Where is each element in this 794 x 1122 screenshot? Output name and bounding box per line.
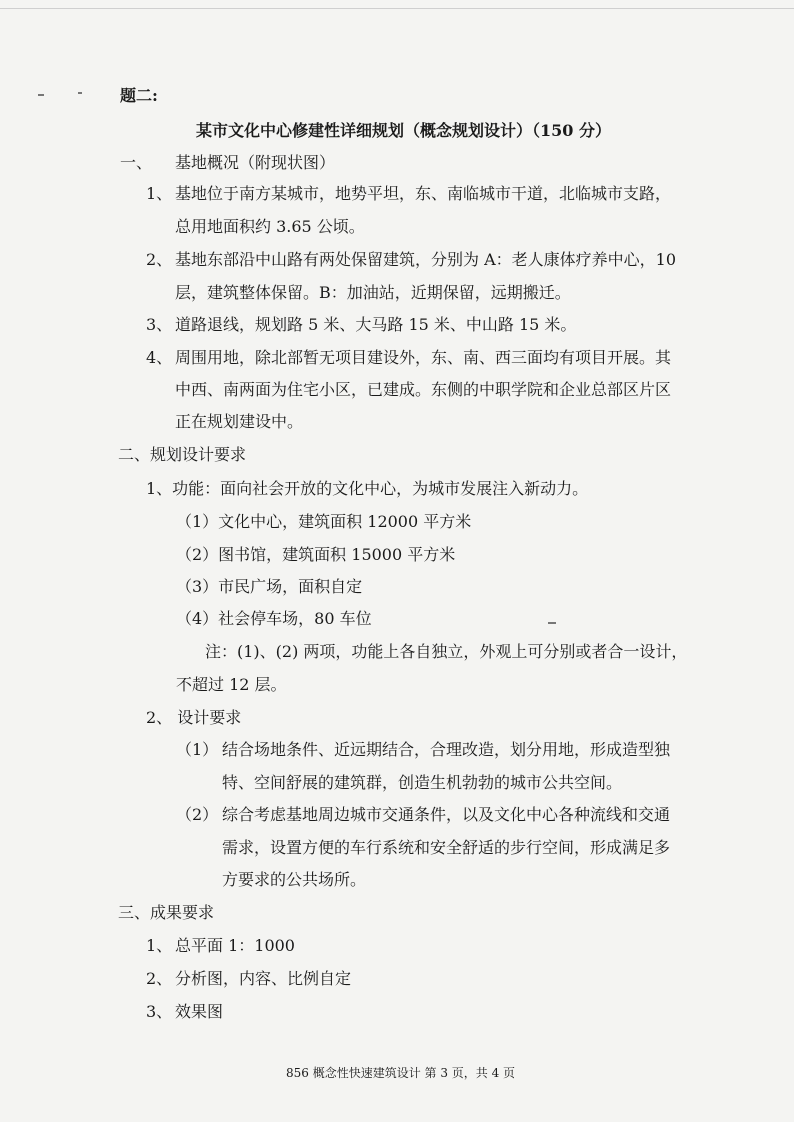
site-item-number: 2、 bbox=[146, 250, 173, 269]
site-item-line: 总用地面积约 3.65 公顷。 bbox=[175, 217, 365, 236]
site-item-line: 基地东部沿中山路有两处保留建筑，分别为 A：老人康体疗养中心，10 bbox=[175, 250, 677, 269]
design-item-line: 方要求的公共场所。 bbox=[222, 870, 367, 889]
function-item: （2）图书馆，建筑面积 15000 平方米 bbox=[176, 545, 456, 564]
site-item-line: 基地位于南方某城市，地势平坦，东、南临城市干道，北临城市支路， bbox=[175, 184, 672, 203]
scan-speck bbox=[78, 92, 82, 94]
scan-top-line bbox=[0, 8, 794, 9]
deliverable-number: 2、 bbox=[146, 969, 173, 988]
section-site-number: 一、 bbox=[120, 153, 153, 172]
site-item-line: 周围用地，除北部暂无项目建设外，东、南、西三面均有项目开展。其 bbox=[175, 348, 672, 367]
scan-speck bbox=[38, 94, 44, 96]
design-item-number: （2） bbox=[176, 805, 219, 824]
deliverable-text: 分析图，内容、比例自定 bbox=[175, 969, 352, 988]
site-item-line: 层，建筑整体保留。B：加油站，近期保留，远期搬迁。 bbox=[175, 283, 571, 302]
scan-speck bbox=[548, 622, 556, 624]
document-title: 某市文化中心修建性详细规划（概念规划设计）（150 分） bbox=[196, 121, 611, 140]
question-label: 题二: bbox=[120, 86, 158, 105]
deliverable-text: 总平面 1：1000 bbox=[175, 936, 295, 955]
site-item-number: 1、 bbox=[146, 184, 173, 203]
deliverable-text: 效果图 bbox=[175, 1002, 224, 1021]
function-item: （4）社会停车场，80 车位 bbox=[176, 609, 372, 628]
function-item: （3）市民广场，面积自定 bbox=[176, 577, 363, 596]
site-item-line: 正在规划建设中。 bbox=[175, 412, 304, 431]
deliverable-number: 1、 bbox=[146, 936, 173, 955]
design-item-line: 结合场地条件、近远期结合，合理改造，划分用地，形成造型独 bbox=[222, 740, 671, 759]
design-item-line: 需求，设置方便的车行系统和安全舒适的步行空间，形成满足多 bbox=[222, 838, 671, 857]
note-line: 不超过 12 层。 bbox=[176, 675, 287, 694]
design-title: 2、 设计要求 bbox=[146, 708, 242, 727]
deliverable-number: 3、 bbox=[146, 1002, 173, 1021]
page-footer: 856 概念性快速建筑设计 第 3 页，共 4 页 bbox=[286, 1066, 516, 1080]
design-item-line: 特、空间舒展的建筑群，创造生机勃勃的城市公共空间。 bbox=[222, 773, 623, 792]
function-title: 1、功能：面向社会开放的文化中心，为城市发展注入新动力。 bbox=[146, 479, 589, 498]
function-item: （1）文化中心，建筑面积 12000 平方米 bbox=[176, 512, 472, 531]
section-deliverables-heading: 三、成果要求 bbox=[118, 903, 215, 922]
design-item-line: 综合考虑基地周边城市交通条件，以及文化中心各种流线和交通 bbox=[222, 805, 671, 824]
design-item-number: （1） bbox=[176, 740, 219, 759]
site-item-line: 道路退线，规划路 5 米、大马路 15 米、中山路 15 米。 bbox=[175, 315, 577, 334]
site-item-number: 3、 bbox=[146, 315, 173, 334]
site-item-number: 4、 bbox=[146, 348, 173, 367]
section-site-heading: 基地概况（附现状图） bbox=[175, 153, 336, 172]
note-line: 注：(1)、(2) 两项，功能上各自独立，外观上可分别或者合一设计， bbox=[205, 642, 688, 661]
section-requirements-heading: 二、规划设计要求 bbox=[118, 445, 247, 464]
site-item-line: 中西、南两面为住宅小区，已建成。东侧的中职学院和企业总部区片区 bbox=[175, 380, 672, 399]
